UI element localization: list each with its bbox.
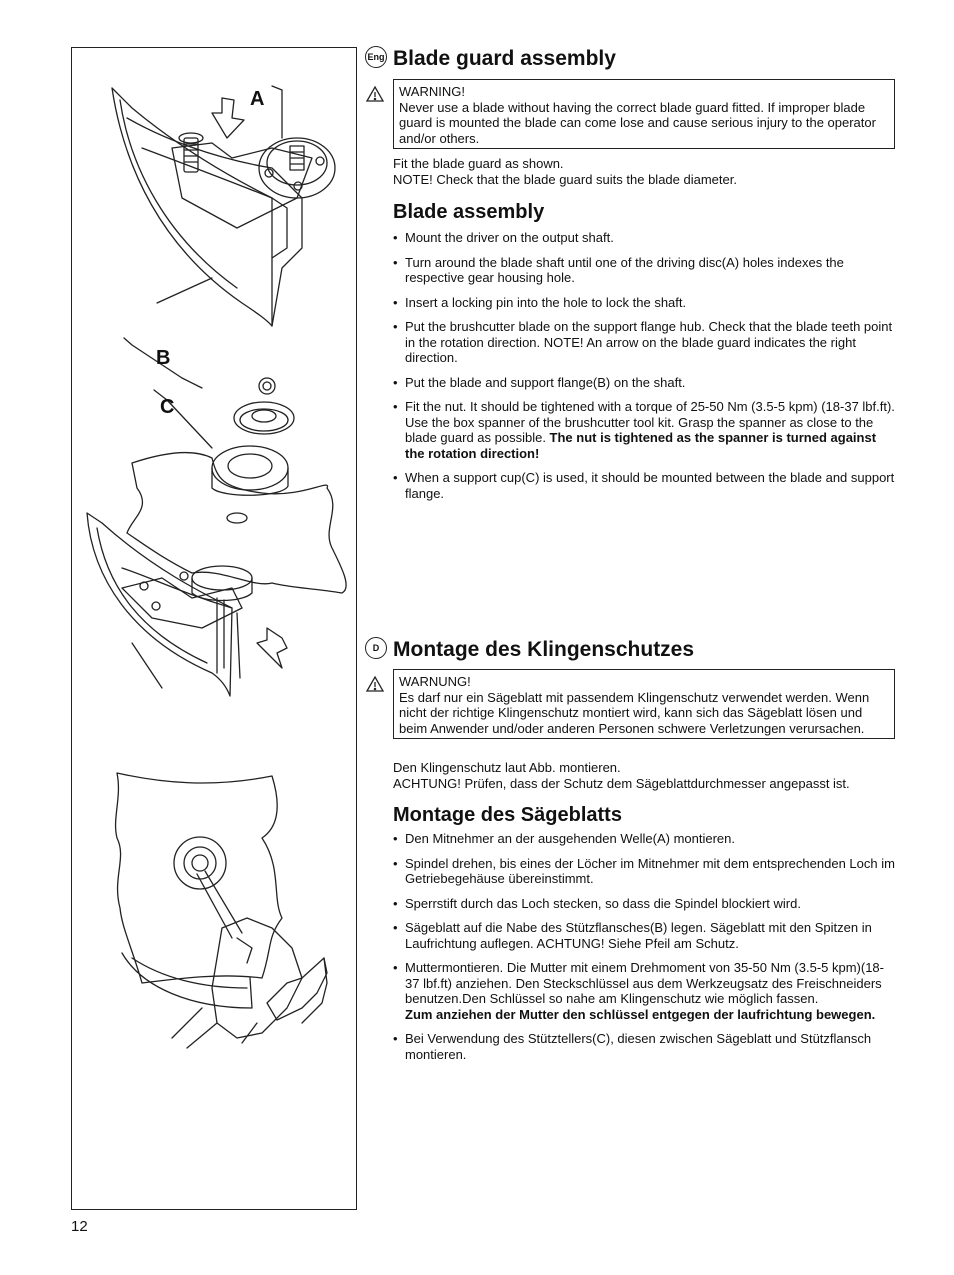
list-item [393,960,895,1022]
figure-guard-mounting [112,86,335,326]
list-item [393,399,895,461]
list-item: • When a support cup(C) is used, it should be mounted between the blade and support flange. [393,470,895,501]
german-note-text: ACHTUNG! Prüfen, dass der Schutz dem Sägeblattdurchmesser angepasst ist. [393,775,850,791]
german-language-badge: D [365,637,387,659]
german-step5-text: Muttermontieren. Die Mutter mit einem Drehmoment von 35-50 Nm (3.5-5 kpm)(18-37 lbf.ft) anziehen. Den Steckschlüssel aus dem Werkzeugsatz des Freischneiders benutzen.Den Schlüssel so nahe am Klingenschutz wie möglich fassen. [405,960,884,1006]
page-number: 12 [71,1218,88,1235]
english-warning-text: Never use a blade without having the correct blade guard fitted. If improper blade guard is mounted the blade can come lose and cause serious injury to the operator and/or others. [399,99,876,146]
german-warning-box [393,669,895,739]
label-b: B [156,347,171,369]
english-subtitle: Blade assembly [393,201,545,223]
figure-blade-stack [87,338,346,696]
english-warning [365,79,895,151]
list-item: • Sägeblatt auf die Nabe des Stützflansches(B) legen. Sägeblatt mit den Spitzen in Laufrichtung auflegen. ACHTUNG! Siehe Pfeil am Schutz. [393,920,895,951]
list-item: • Put the blade and support flange(B) on the shaft. [393,375,895,391]
english-language-badge: Eng [365,46,387,68]
german-steps [365,831,895,1062]
english-title [365,47,895,71]
label-a: A [250,88,265,110]
english-fit-text: Fit the blade guard as shown. [393,156,564,171]
figure-tightening-nut [116,773,327,1048]
list-item: • Bei Verwendung des Stütztellers(C), diesen zwischen Sägeblatt und Stützflansch montieren. [393,1031,895,1062]
label-c: C [160,396,175,418]
english-warning-box [393,79,895,149]
german-warning-heading: WARNUNG! [399,674,471,689]
german-step5-bold: Zum anziehen der Mutter den schlüssel entgegen der laufrichtung bewegen. [405,1006,876,1022]
german-title [365,638,895,662]
german-warning-text: Es darf nur ein Sägeblatt mit passendem Klingenschutz verwendet werden. Wenn nicht der richtige Klingenschutz montiert wird, kann sich das Sägeblatt lösen und beim Anwender und/oder anderen Personen schwere Verletzungen verursachen. [399,689,870,736]
german-fit-text: Den Klingenschutz laut Abb. montieren. [393,760,621,775]
warning-triangle-icon [365,675,385,693]
english-title-text: Blade guard assembly [393,47,616,70]
blade-assembly-illustrations [72,48,356,1209]
warning-triangle-icon [365,85,385,103]
english-note-text: NOTE! Check that the blade guard suits the blade diameter. [393,171,737,187]
german-subtitle: Montage des Sägeblatts [393,804,622,826]
list-item: • Insert a locking pin into the hole to lock the shaft. [393,295,895,311]
german-title-text: Montage des Klingenschutzes [393,638,695,661]
list-item: • Den Mitnehmer an der ausgehenden Welle(A) montieren. [393,831,895,847]
english-section [365,47,895,510]
english-steps [365,230,895,501]
english-step6-bold: The nut is tightened as the spanner is turned against the rotation direction! [405,430,877,461]
english-warning-heading: WARNING! [399,84,465,99]
list-item: • Mount the driver on the output shaft. [393,230,895,246]
german-warning [365,669,895,757]
german-section [365,638,895,1071]
english-step6-text: Fit the nut. It should be tightened with a torque of 25-50 Nm (3.5-5 kpm) (18-37 lbf.ft). Use the box spanner of the brushcutter tool kit. Grasp the spanner as close to the blade guard as possible. [405,399,895,445]
list-item: • Turn around the blade shaft until one of the driving disc(A) holes indexes the respective gear housing hole. [393,255,895,286]
list-item: • Put the brushcutter blade on the support flange hub. Check that the blade teeth point in the rotation direction. NOTE! An arrow on the blade guard indicates the right direction. [393,319,895,366]
list-item: • Sperrstift durch das Loch stecken, so dass die Spindel blockiert wird. [393,896,895,912]
list-item: • Spindel drehen, bis eines der Löcher im Mitnehmer mit dem entsprechenden Loch im Getriebegehäuse übereinstimmt. [393,856,895,887]
illustration-panel [71,47,357,1210]
